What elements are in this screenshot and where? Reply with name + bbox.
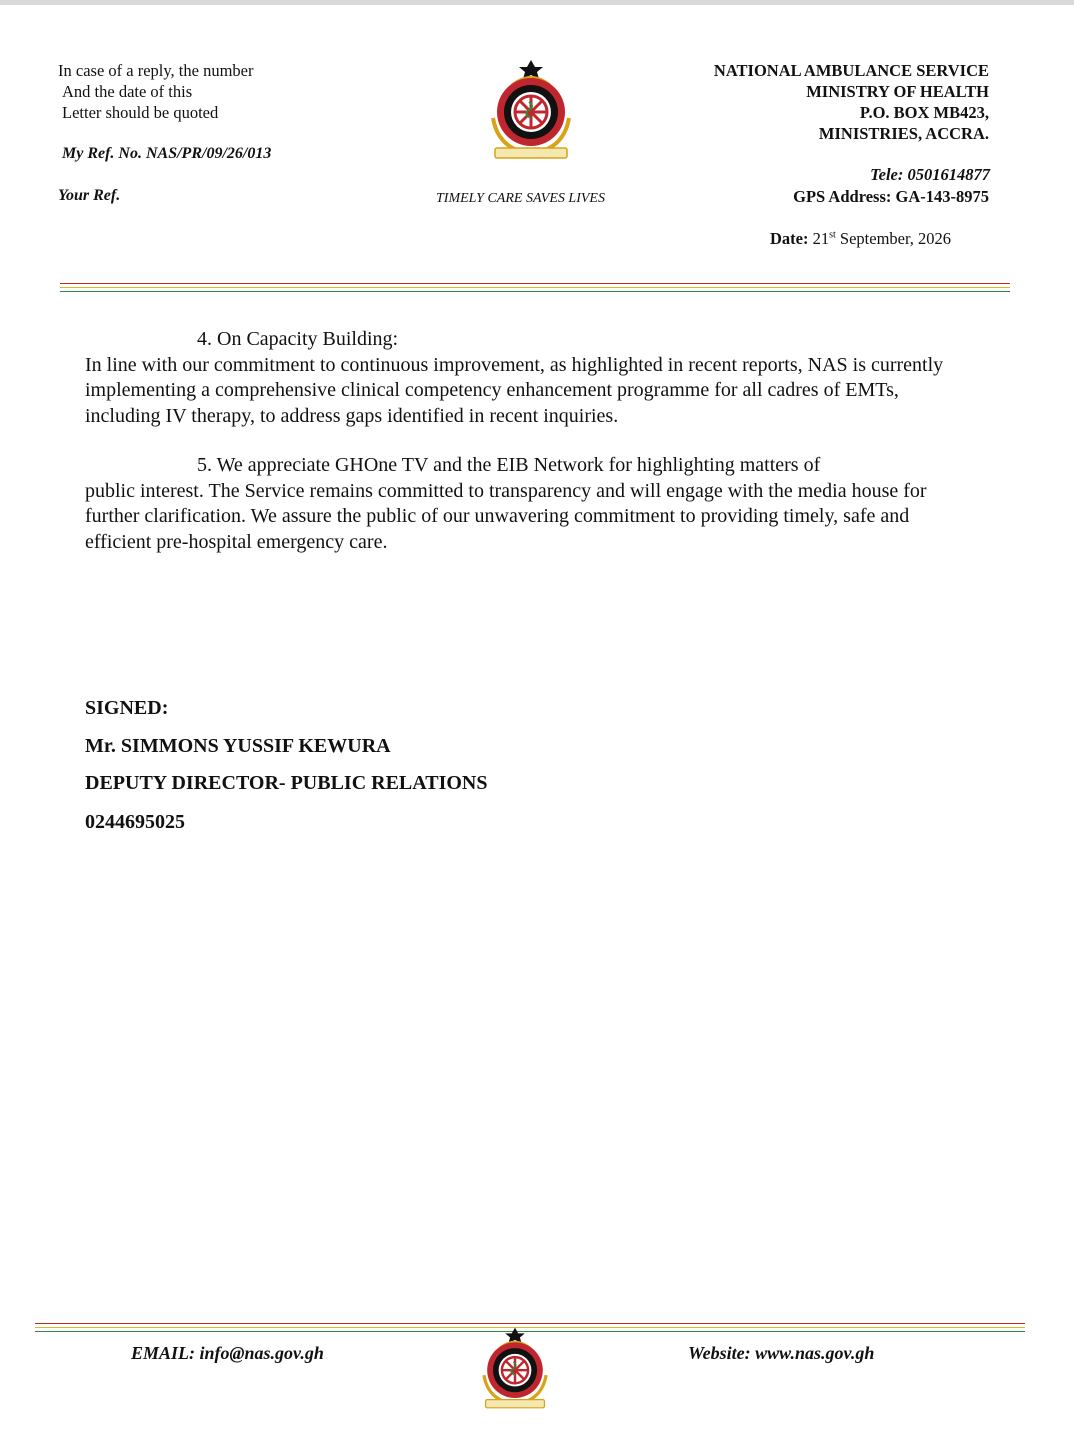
footer-website: Website: www.nas.gov.gh [688, 1343, 875, 1363]
org-address-block [714, 60, 989, 144]
reply-note-line-2: And the date of this [62, 82, 193, 101]
paragraph-5-first-line: 5. We appreciate GHOne TV and the EIB Network for highlighting matters of [197, 454, 821, 476]
header-rule-gold [60, 287, 1010, 288]
reply-note-line-1: In case of a reply, the number [58, 61, 254, 80]
signed-label: SIGNED: [85, 697, 169, 719]
paragraph-4-heading: 4. On Capacity Building: [197, 328, 399, 350]
signatory-title: DEPUTY DIRECTOR- PUBLIC RELATIONS [85, 772, 488, 794]
org-line-2: MINISTRY OF HEALTH [806, 82, 989, 101]
date-suffix: st [829, 229, 836, 241]
footer-nas-logo-emblem-icon [477, 1326, 553, 1416]
header-rule-green [60, 291, 1010, 292]
date-day: 21 [812, 229, 830, 248]
header-rule-red [60, 283, 1010, 284]
tele: Tele: 0501614877 [870, 165, 990, 184]
footer-email: EMAIL: info@nas.gov.gh [131, 1343, 324, 1363]
org-line-3: P.O. BOX MB423, [859, 103, 989, 122]
paragraph-5 [85, 453, 955, 555]
signatory-name: Mr. SIMMONS YUSSIF KEWURA [85, 735, 391, 757]
footer-logo [477, 1326, 553, 1416]
date-label: Date: [770, 229, 809, 248]
date-rest: September, 2026 [839, 229, 952, 248]
gps-address: GPS Address: GA-143-8975 [793, 187, 989, 206]
nas-logo-emblem-icon [485, 58, 577, 168]
top-shade [0, 0, 1074, 5]
paragraph-5-text: public interest. The Service remains committed to transparency and will engage with the media house for further clarification. We assure the public of our unwavering commitment to providing timely, safe and efficient pre-hospital emergency care. [85, 479, 927, 553]
reply-note-block [58, 60, 253, 123]
my-ref: My Ref. No. NAS/PR/09/26/013 [62, 145, 272, 162]
motto: TIMELY CARE SAVES LIVES [436, 191, 605, 206]
your-ref: Your Ref. [58, 187, 121, 204]
org-line-4: MINISTRIES, ACCRA. [818, 124, 989, 143]
footer-rule-red [35, 1323, 1025, 1324]
date-line [770, 229, 951, 249]
paragraph-4 [85, 327, 955, 429]
signatory-phone: 0244695025 [85, 811, 185, 833]
paragraph-4-text: In line with our commitment to continuous improvement, as highlighted in recent reports, NAS is currently implementing a comprehensive clinical competency enhancement programme for all cadres of EMTs, including IV therapy, to address gaps identified in recent inquiries. [85, 353, 944, 427]
org-line-1: NATIONAL AMBULANCE SERVICE [713, 61, 989, 80]
reply-note-line-3: Letter should be quoted [62, 103, 219, 122]
nas-logo [485, 58, 577, 168]
